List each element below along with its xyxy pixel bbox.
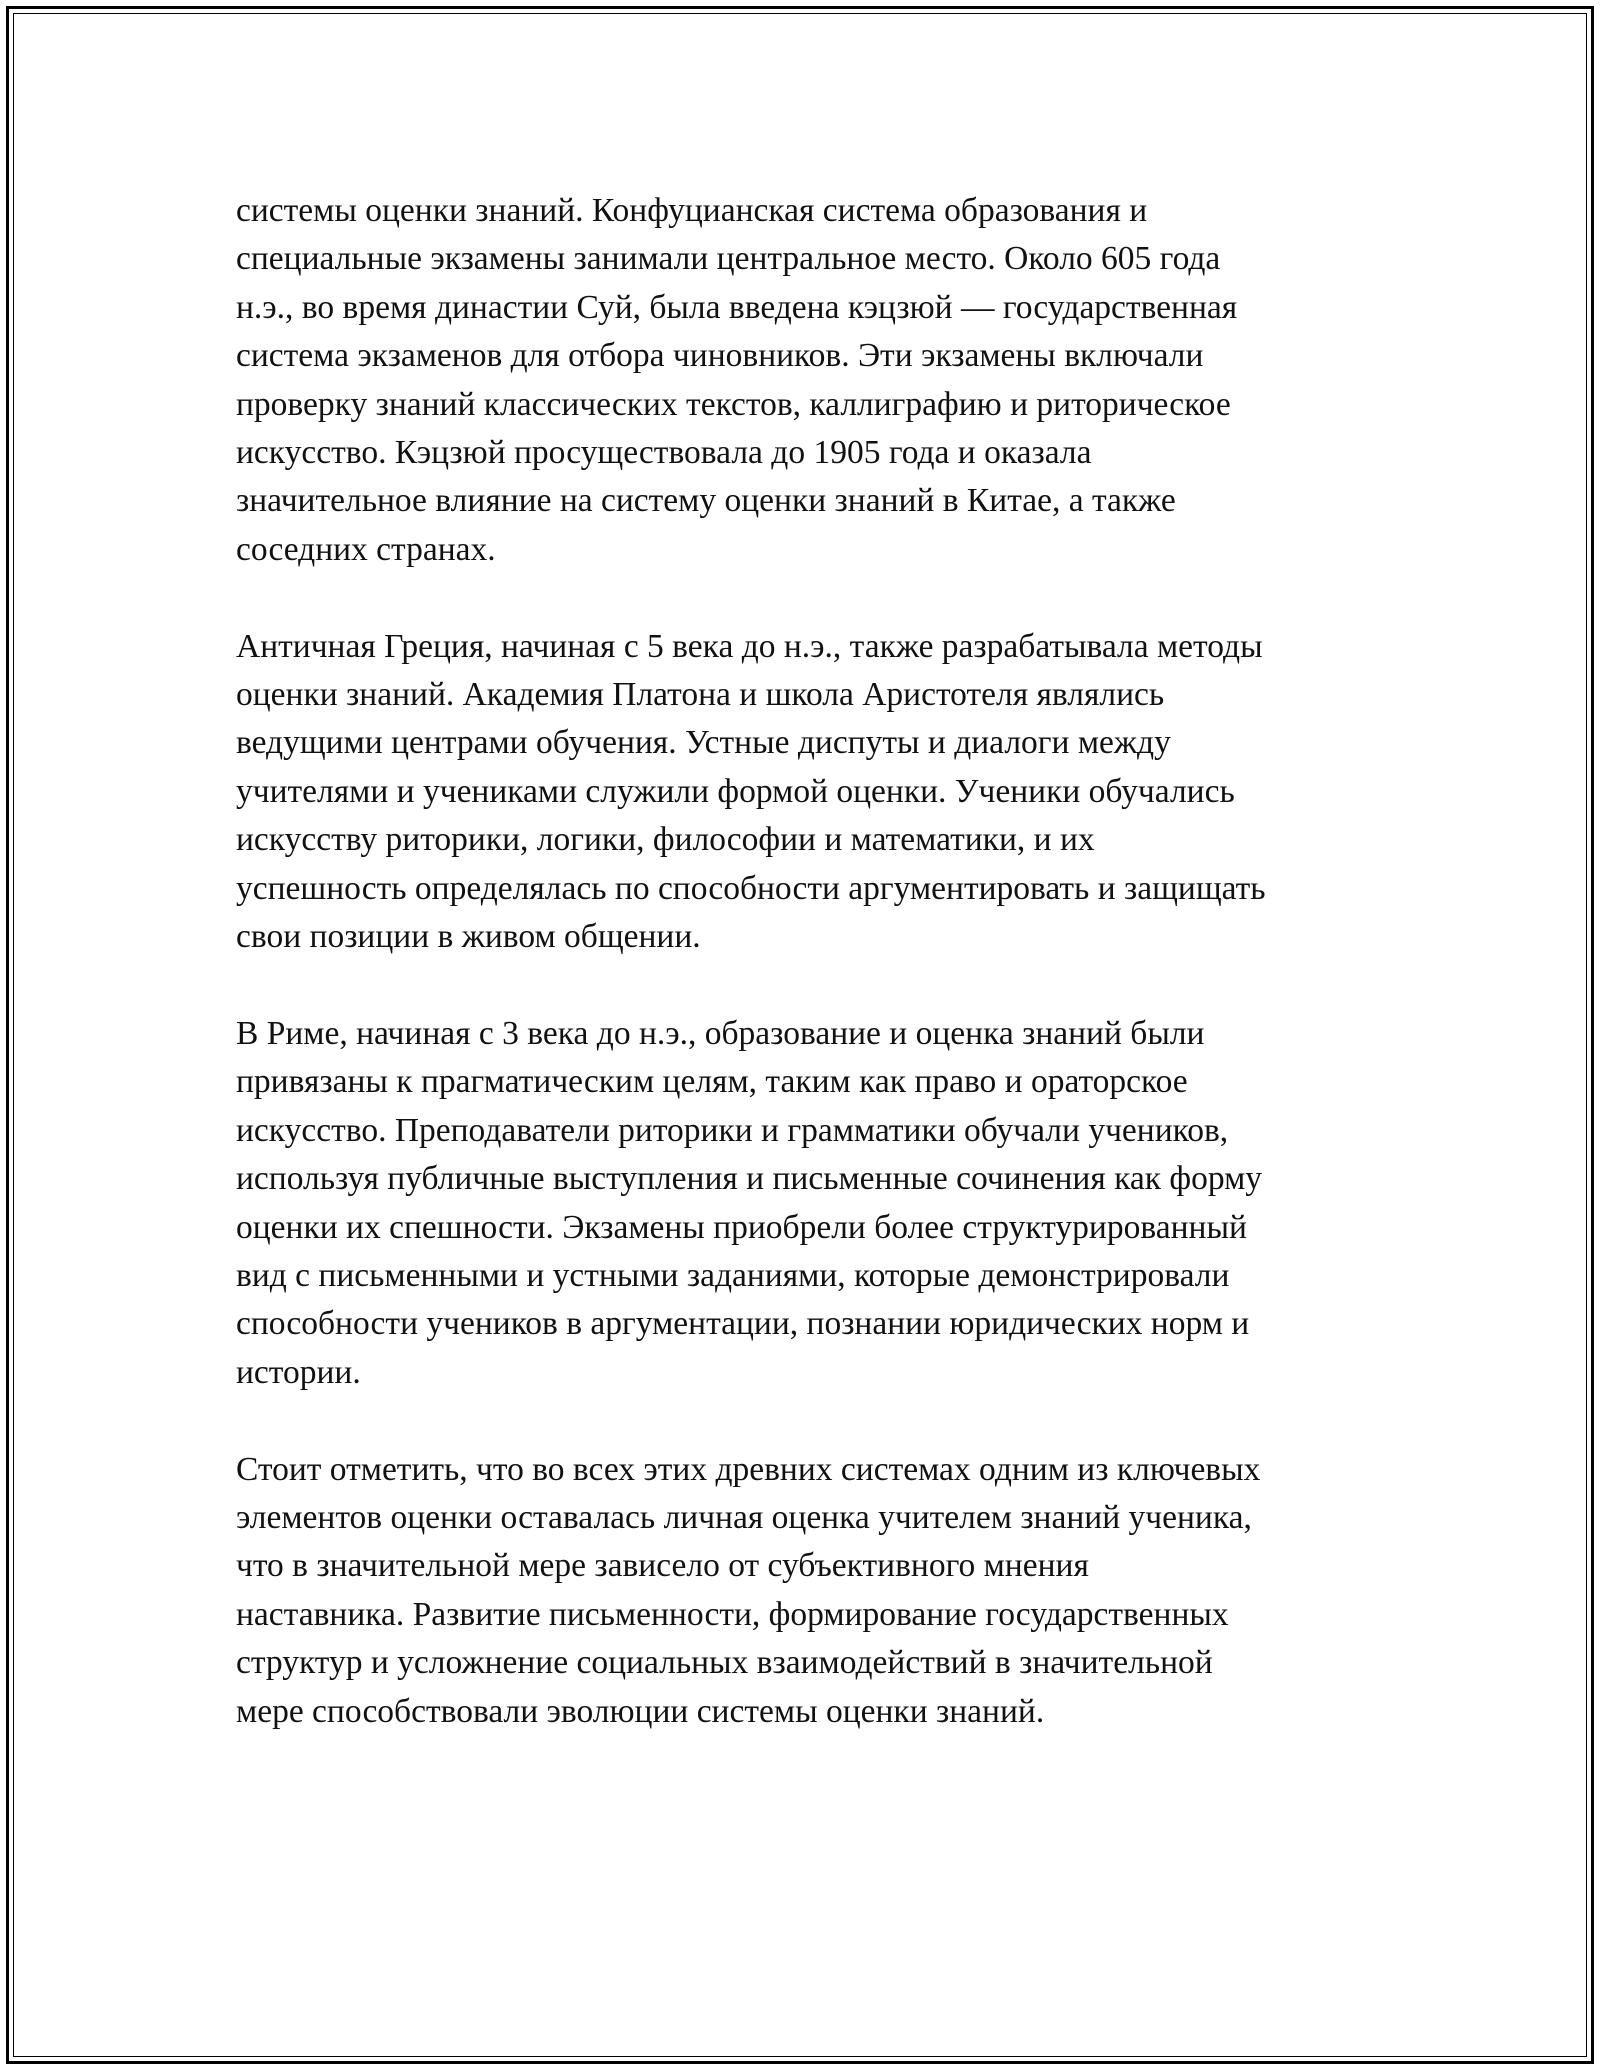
text-line: Античная Греция, начиная с 5 века до н.э., также разрабатывала методы — [236, 627, 1263, 665]
document-body — [236, 187, 1396, 1784]
text-line: искусство. Кэцзюй просуществовала до 1905 года и оказала — [236, 434, 1092, 472]
text-line: значительное влияние на систему оценки знаний в Китае, а также — [236, 482, 1176, 520]
text-line: специальные экзамены занимали центральное место. Около 605 года — [236, 240, 1221, 278]
text-line: структур и усложнение социальных взаимодействий в значительной — [236, 1644, 1213, 1682]
text-line: искусство. Преподаватели риторики и грамматики обучали учеников, — [236, 1111, 1229, 1149]
text-line: что в значительной мере зависело от субъективного мнения — [236, 1547, 1089, 1585]
paragraph-1 — [236, 187, 1396, 574]
text-line: оценки знаний. Академия Платона и школа Аристотеля являлись — [236, 676, 1165, 714]
text-line: система экзаменов для отбора чиновников. Эти экзамены включали — [236, 337, 1204, 375]
text-line: проверку знаний классических текстов, каллиграфию и риторическое — [236, 385, 1231, 423]
text-line: мере способствовали эволюции системы оценки знаний. — [236, 1692, 1045, 1730]
text-line: н.э., во время династии Суй, была введена кэцзюй — государственная — [236, 288, 1238, 326]
text-line: системы оценки знаний. Конфуцианская система образования и — [236, 192, 1148, 229]
text-line: привязаны к прагматическим целям, таким как право и ораторское — [236, 1063, 1188, 1101]
paragraph-4 — [236, 1446, 1396, 1736]
text-line: В Риме, начиная с 3 века до н.э., образование и оценка знаний были — [236, 1014, 1205, 1052]
text-line: способности учеников в аргументации, познании юридических норм и — [236, 1305, 1250, 1343]
text-line: успешность определялась по способности аргументировать и защищать — [236, 869, 1266, 907]
text-line: истории. — [236, 1353, 361, 1391]
text-line: соседних странах. — [236, 530, 496, 568]
text-line: используя публичные выступления и письменные сочинения как форму — [236, 1160, 1263, 1198]
paragraph-2 — [236, 623, 1396, 962]
text-line: оценки их спешности. Экзамены приобрели более структурированный — [236, 1208, 1247, 1246]
text-line: ведущими центрами обучения. Устные диспуты и диалоги между — [236, 724, 1171, 762]
text-line: искусству риторики, логики, философии и математики, и их — [236, 821, 1095, 859]
text-line: элементов оценки оставалась личная оценка учителем знаний ученика, — [236, 1498, 1252, 1536]
paragraph-3 — [236, 1010, 1396, 1397]
text-line: свои позиции в живом общении. — [236, 918, 701, 956]
text-line: наставника. Развитие письменности, формирование государственных — [236, 1595, 1229, 1633]
text-line: Стоит отметить, что во всех этих древних системах одним из ключевых — [236, 1450, 1261, 1488]
text-line: учителями и учениками служили формой оценки. Ученики обучались — [236, 772, 1235, 810]
text-line: вид с письменными и устными заданиями, которые демонстрировали — [236, 1256, 1230, 1294]
